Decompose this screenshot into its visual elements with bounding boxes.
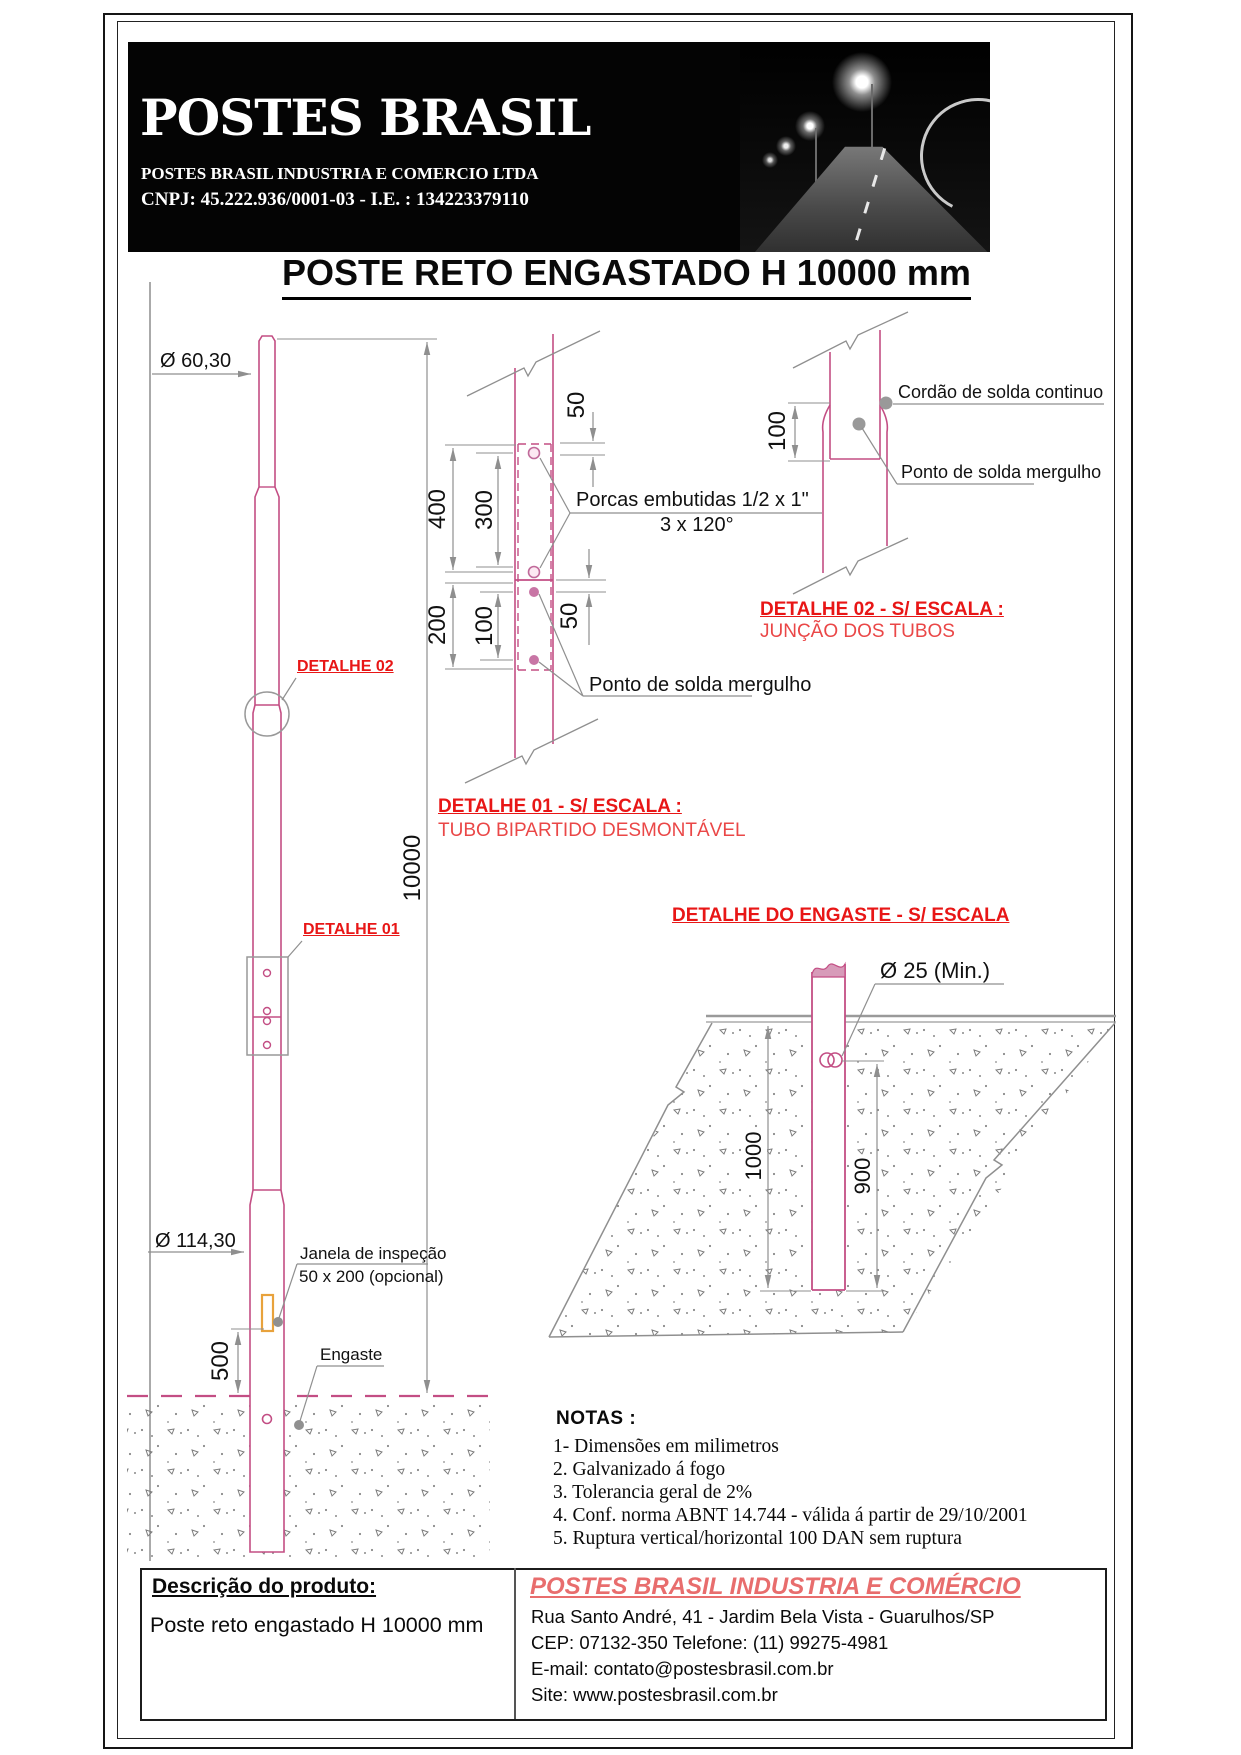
notes-heading: NOTAS :: [556, 1408, 637, 1429]
dim-label-200: 200: [424, 604, 451, 646]
detail02-title: DETALHE 02 - S/ ESCALA :: [760, 599, 1004, 620]
detail02-subtitle: JUNÇÃO DOS TUBOS: [760, 621, 955, 642]
note-item: 1- Dimensões em milimetros: [553, 1436, 779, 1457]
dim-label-dia-bottom: Ø 114,30: [155, 1230, 236, 1252]
dim-label-1000: 1000: [741, 1129, 767, 1184]
footer-address: Rua Santo André, 41 - Jardim Bela Vista - Guarulhos/SP: [531, 1606, 995, 1627]
dim-label-300: 300: [471, 489, 498, 531]
product-description-value: Poste reto engastado H 10000 mm: [150, 1613, 484, 1637]
note-item: 5. Ruptura vertical/horizontal 100 DAN sem ruptura: [553, 1528, 962, 1549]
continuous-weld-label: Cordão de solda continuo: [898, 382, 1104, 402]
dim-label-embed-depth: 500: [207, 1340, 234, 1382]
logo-company-line: POSTES BRASIL INDUSTRIA E COMERCIO LTDA: [141, 164, 539, 183]
dim-label-900: 900: [850, 1155, 876, 1198]
logo-title: POSTES BRASIL: [140, 88, 591, 147]
detail01-title: DETALHE 01 - S/ ESCALA :: [438, 796, 682, 817]
footer-site: Site: www.postesbrasil.com.br: [531, 1684, 778, 1705]
inspection-window-label-1: Janela de inspeção: [300, 1244, 447, 1263]
weld-spot-label-d02: Ponto de solda mergulho: [901, 462, 1102, 482]
dim-label-100: 100: [471, 605, 498, 647]
note-item: 2. Galvanizado á fogo: [553, 1459, 726, 1480]
dim-label-height-total: 10000: [399, 834, 426, 902]
page-title: POSTE RETO ENGASTADO H 10000 mm: [282, 252, 971, 300]
logo-cnpj-line: CNPJ: 45.222.936/0001-03 - I.E. : 134223379110: [141, 189, 529, 210]
hole-dia-label: Ø 25 (Min.): [880, 958, 991, 983]
inspection-window-label-2: 50 x 200 (opcional): [299, 1267, 444, 1286]
note-item: 4. Conf. norma ABNT 14.744 - válida á partir de 29/10/2001: [553, 1505, 1028, 1526]
note-item: 3. Tolerancia geral de 2%: [553, 1482, 753, 1503]
dim-label-400: 400: [424, 488, 451, 530]
footer-company-name: POSTES BRASIL INDUSTRIA E COMÉRCIO: [530, 1573, 1021, 1600]
dim-label-100-d02: 100: [764, 410, 791, 452]
dim-label-dia-top: Ø 60,30: [160, 350, 232, 372]
footer-email: E-mail: contato@postesbrasil.com.br: [531, 1658, 834, 1679]
product-description-heading: Descrição do produto:: [152, 1575, 377, 1598]
detail01-callout: DETALHE 01: [303, 921, 400, 938]
embedded-nuts-label-2: 3 x 120°: [660, 514, 734, 536]
embedded-nuts-label-1: Porcas embutidas 1/2 x 1": [576, 489, 809, 511]
dim-label-50-top: 50: [563, 391, 590, 419]
engaste-label: Engaste: [320, 1345, 383, 1364]
dim-label-50-bottom: 50: [556, 602, 583, 630]
detail02-callout: DETALHE 02: [297, 658, 394, 675]
weld-spot-label-d01: Ponto de solda mergulho: [589, 674, 812, 696]
detail01-subtitle: TUBO BIPARTIDO DESMONTÁVEL: [438, 820, 746, 841]
engaste-detail-title: DETALHE DO ENGASTE - S/ ESCALA: [672, 905, 1010, 926]
footer-column-divider: [514, 1568, 516, 1719]
footer-cep-phone: CEP: 07132-350 Telefone: (11) 99275-4981: [531, 1632, 889, 1653]
